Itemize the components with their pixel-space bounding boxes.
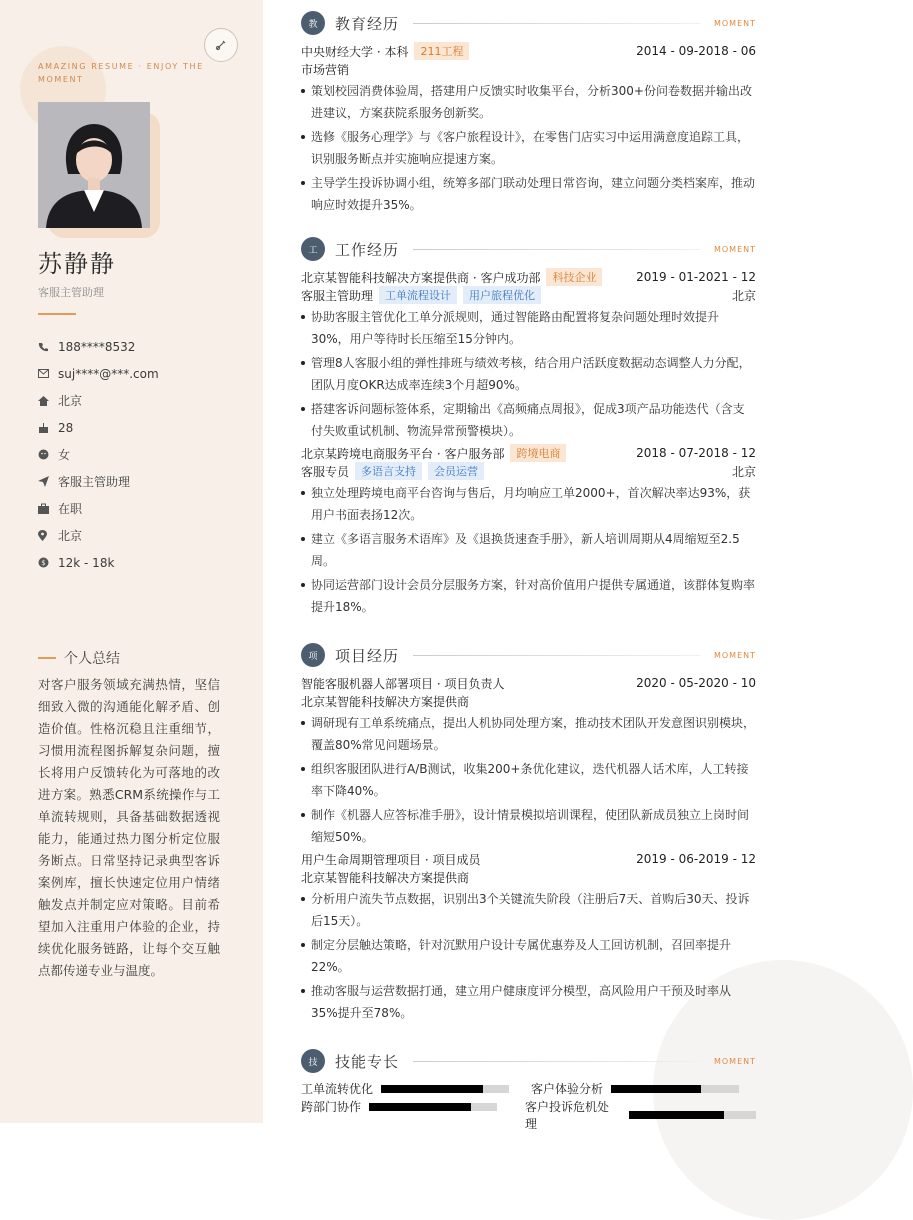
skill-item	[301, 1098, 497, 1115]
list-item: 分析用户流失节点数据，识别出3个关键流失阶段（注册后7天、首购后30天、投诉后15天）。	[301, 888, 756, 932]
mail-icon	[38, 369, 58, 378]
summary-text: 对客户服务领域充满热情，坚信细致入微的沟通能化解矛盾、创造价值。性格沉稳且注重细节，习惯用流程图拆解复杂问题，擅长将用户反馈转化为可落地的改进方案。熟悉CRM系统操作与工单流转规则，具备基础数据透视能力，能通过热力图分析定位服务断点。日常坚持记录典型客诉案例库，擅长快速定位用户情绪触发点并制定应对策略。目前希望加入注重用户体验的企业，持续优化服务链路，让每个交互触点都传递专业与温度。	[38, 677, 220, 978]
project-header-row	[301, 850, 756, 868]
project-org-row	[301, 692, 756, 710]
moment-label: MOMENT	[713, 18, 756, 28]
home-icon	[38, 396, 58, 406]
list-item: 推动客服与运营数据打通，建立用户健康度评分模型，高风险用户干预及时率从35%提升至78%。	[301, 980, 756, 1024]
major: 市场营销	[301, 62, 350, 77]
skill-item	[531, 1080, 739, 1097]
education-bullets	[301, 80, 756, 216]
moment-label: MOMENT	[713, 244, 756, 254]
project-date: 2020 - 05-2020 - 10	[636, 676, 756, 690]
skill-bar-fill	[369, 1103, 471, 1111]
list-item: 组织客服团队进行A/B测试，收集200+条优化建议，迭代机器人话术库，人工转接率下降40%。	[301, 758, 756, 802]
section-header	[301, 1048, 756, 1074]
list-item: 协助客服主管优化工单分派规则，通过智能路由配置将复杂问题处理时效提升30%，用户等待时长压缩至15分钟内。	[301, 306, 756, 350]
job-role: 客服主管助理	[301, 288, 374, 303]
job-city: 北京	[731, 464, 756, 479]
section-header	[301, 236, 756, 262]
info-phone	[38, 333, 248, 360]
skill-bar-fill	[611, 1085, 701, 1093]
company-tag: 跨境电商	[510, 444, 566, 462]
list-item: 主导学生投诉协调小组，统筹多部门联动处理日常咨询，建立问题分类档案库，推动响应时效提升35%。	[301, 172, 756, 216]
project-name: 用户生命周期管理项目 · 项目成员	[301, 852, 481, 867]
school-tag: 211工程	[414, 42, 469, 60]
job-role: 客服专员	[301, 464, 350, 479]
avatar	[38, 102, 162, 238]
summary-title: 个人总结	[64, 651, 120, 667]
company-name: 北京某智能科技解决方案提供商 · 客户成功部	[301, 270, 541, 285]
project-bullets	[301, 888, 756, 1024]
job-date: 2018 - 07-2018 - 12	[636, 446, 756, 460]
section-header	[301, 642, 756, 668]
info-text: 188****8532	[58, 339, 136, 354]
list-item: 调研现有工单系统痛点，提出人机协同处理方案，推动技术团队开发意图识别模块，覆盖80%常见问题场景。	[301, 712, 756, 756]
school-name: 中央财经大学 · 本科	[301, 44, 409, 59]
skill-grid	[301, 1074, 756, 1131]
skill-name: 工单流转优化	[301, 1082, 374, 1096]
info-text: 28	[58, 420, 74, 435]
project-org: 北京某智能科技解决方案提供商	[301, 870, 470, 885]
list-item: 协同运营部门设计会员分层服务方案，针对高价值用户提供专属通道，该群体复购率提升18%。	[301, 574, 756, 618]
project-org-row	[301, 868, 756, 886]
role-tag: 多语言支持	[355, 462, 422, 480]
role-tag: 会员运营	[428, 462, 484, 480]
tagline: AMAZING RESUME · ENJOY THE MOMENT	[38, 62, 204, 84]
skill-bar-fill	[381, 1085, 483, 1093]
role-tag: 工单流程设计	[379, 286, 457, 304]
phone-icon	[38, 342, 58, 352]
project-bullets	[301, 712, 756, 848]
info-gender	[38, 441, 248, 468]
location-pin-icon	[38, 530, 58, 541]
skill-item	[525, 1098, 756, 1132]
svg-text:$: $	[41, 559, 46, 567]
skill-bar-fill	[629, 1111, 725, 1119]
accent-divider	[38, 313, 76, 315]
list-item: 制作《机器人应答标准手册》，设计情景模拟培训课程，使团队新成员独立上岗时间缩短50%。	[301, 804, 756, 848]
summary-heading	[38, 648, 120, 668]
cake-icon	[38, 422, 58, 433]
info-text: 在职	[58, 502, 83, 516]
person-name: 苏静静	[38, 250, 116, 278]
section-divider	[413, 655, 700, 656]
section-badge: 技	[301, 1049, 325, 1073]
section-title: 项目经历	[335, 646, 400, 665]
education-section	[301, 10, 756, 216]
job-title: 客服主管助理	[38, 286, 104, 299]
job-city: 北京	[731, 288, 756, 303]
info-email	[38, 360, 248, 387]
skill-bar	[611, 1085, 739, 1093]
skill-item	[301, 1080, 509, 1097]
section-badge: 项	[301, 643, 325, 667]
job-entry	[301, 444, 756, 618]
project-org: 北京某智能科技解决方案提供商	[301, 694, 470, 709]
project-header-row	[301, 674, 756, 692]
info-status	[38, 495, 248, 522]
work-section	[301, 236, 756, 618]
list-item: 制定分层触达策略，针对沉默用户设计专属优惠券及人工回访机制，召回率提升22%。	[301, 934, 756, 978]
project-entry	[301, 850, 756, 1024]
section-divider	[413, 23, 700, 24]
skill-name: 客户体验分析	[531, 1082, 604, 1096]
info-salary	[38, 549, 248, 576]
job-role-row	[301, 462, 756, 480]
sidebar	[0, 0, 263, 1123]
skill-bar	[369, 1103, 497, 1111]
list-item: 选修《服务心理学》与《客户旅程设计》，在零售门店实习中运用满意度追踪工具，识别服务断点并实施响应提速方案。	[301, 126, 756, 170]
section-divider	[413, 1061, 700, 1062]
list-item: 搭建客诉问题标签体系，定期输出《高频痛点周报》，促成3项产品功能迭代（含支付失败重试机制、物流异常预警模块）。	[301, 398, 756, 442]
major-row	[301, 60, 756, 78]
list-item: 独立处理跨境电商平台咨询与售后，月均响应工单2000+，首次解决率达93%，获用户书面表扬12次。	[301, 482, 756, 526]
company-name: 北京某跨境电商服务平台 · 客户服务部	[301, 446, 505, 461]
edit-button[interactable]	[204, 28, 238, 62]
education-header-row	[301, 42, 756, 60]
section-divider	[413, 249, 700, 250]
project-name: 智能客服机器人部署项目 · 项目负责人	[301, 676, 505, 691]
job-bullets	[301, 306, 756, 442]
projects-section	[301, 642, 756, 1024]
info-text: 客服主管助理	[58, 475, 131, 489]
project-date: 2019 - 06-2019 - 12	[636, 852, 756, 866]
info-home	[38, 387, 248, 414]
job-entry	[301, 268, 756, 442]
skills-section	[301, 1048, 756, 1131]
section-title: 教育经历	[335, 14, 400, 33]
moment-label: MOMENT	[713, 1056, 756, 1066]
info-age	[38, 414, 248, 441]
section-title: 技能专长	[335, 1052, 400, 1071]
skill-bar	[381, 1085, 509, 1093]
section-header	[301, 10, 756, 36]
list-item: 策划校园消费体验周，搭建用户反馈实时收集平台，分析300+份问卷数据并输出改进建议，方案获院系服务创新奖。	[301, 80, 756, 124]
skill-name: 客户投诉危机处理	[525, 1100, 610, 1131]
education-date: 2014 - 09-2018 - 06	[636, 44, 756, 58]
send-icon	[38, 476, 58, 487]
summary-dash	[38, 657, 56, 659]
salary-icon	[38, 557, 58, 568]
main-content	[263, 0, 794, 1131]
gender-icon	[38, 449, 58, 460]
info-text: suj****@***.com	[58, 366, 159, 381]
section-title: 工作经历	[335, 240, 400, 259]
list-item: 管理8人客服小组的弹性排班与绩效考核，结合用户活跃度数据动态调整人力分配，团队月度OKR达成率连续3个月超90%。	[301, 352, 756, 396]
pen-icon	[214, 38, 228, 52]
job-role-row	[301, 286, 756, 304]
info-location	[38, 522, 248, 549]
info-text: 北京	[58, 529, 83, 543]
project-entry	[301, 674, 756, 848]
contact-info-list	[38, 333, 248, 576]
company-tag: 科技企业	[546, 268, 602, 286]
role-tag: 用户旅程优化	[463, 286, 541, 304]
info-text: 女	[58, 448, 71, 462]
section-badge: 教	[301, 11, 325, 35]
profile-photo	[38, 102, 150, 228]
skill-bar	[629, 1111, 756, 1119]
info-text: 北京	[58, 394, 83, 408]
job-bullets	[301, 482, 756, 618]
info-position	[38, 468, 248, 495]
job-header-row	[301, 268, 756, 286]
info-text: 12k - 18k	[58, 555, 115, 570]
section-badge: 工	[301, 237, 325, 261]
job-date: 2019 - 01-2021 - 12	[636, 270, 756, 284]
job-header-row	[301, 444, 756, 462]
list-item: 建立《多语言服务术语库》及《退换货速查手册》，新人培训周期从4周缩短至2.5周。	[301, 528, 756, 572]
skill-name: 跨部门协作	[301, 1100, 362, 1114]
briefcase-icon	[38, 504, 58, 514]
moment-label: MOMENT	[713, 650, 756, 660]
